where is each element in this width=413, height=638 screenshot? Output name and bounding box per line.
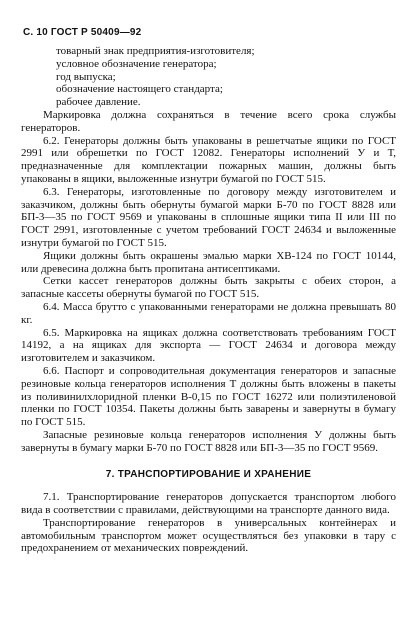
- marking-list-item: условное обозначение генератора;: [56, 57, 217, 70]
- boxes-paint-paragraph: Ящики должны быть окрашены эмалью марки ХВ-124 по ГОСТ 10144, или древесина должна быть пропитана антисептиками.: [21, 249, 396, 275]
- marking-duration-paragraph: Маркировка должна сохраняться в течение всего срока службы генераторов.: [21, 108, 396, 134]
- clause-7-1: 7.1. Транспортирование генераторов допускается транспортом любого вида в соответствии с правилами, действующими на транспорте данного вида.: [21, 491, 396, 517]
- document-body: [21, 45, 396, 555]
- clause-6-2: 6.2. Генераторы должны быть упакованы в решетчатые ящики по ГОСТ 2991 или обрешетки по ГОСТ 12082. Генераторы исполнений У и Т, предназначенные для комплектации пожарных машин, должны быть упакованы в ящики, выложенные изнутри бумагой по ГОСТ 515.: [21, 134, 396, 185]
- marking-list-item: товарный знак предприятия-изготовителя;: [56, 45, 255, 57]
- marking-list-item: год выпуска;: [56, 70, 116, 83]
- page-header: С. 10 ГОСТ Р 50409—92: [23, 27, 142, 38]
- marking-list-item: обозначение настоящего стандарта;: [56, 83, 223, 96]
- transport-containers-paragraph: Транспортирование генераторов в универсальных контейнерах и автомобильным транспортом может осуществляться без упаковки в тару с предохранением от механических повреждений.: [21, 516, 396, 555]
- clause-6-6: 6.6. Паспорт и сопроводительная документация генераторов и запасные резиновые кольца генераторов исполнения Т должны быть вложены в пакеты из поливинилхлоридной пленки В-0,15 по ГОСТ 16272 или полиэтиленовой пленки по ГОСТ 10354. Пакеты должны быть заварены и завернуты в бумагу по ГОСТ 515.: [21, 364, 396, 429]
- cassette-nets-paragraph: Сетки кассет генераторов должны быть закрыты с обеих сторон, а запасные кассеты обернуты бумагой по ГОСТ 515.: [21, 275, 396, 301]
- clause-6-4: 6.4. Масса брутто с упакованными генераторами не должна превышать 80 кг.: [21, 300, 396, 326]
- spare-rings-paragraph: Запасные резиновые кольца генераторов исполнения У должны быть завернуты в бумагу марки Б-70 по ГОСТ 8828 или БП-3—35 по ГОСТ 9569.: [21, 428, 396, 454]
- section-7-heading: 7. ТРАНСПОРТИРОВАНИЕ И ХРАНЕНИЕ: [105, 468, 312, 480]
- clause-6-5: 6.5. Маркировка на ящиках должна соответствовать требованиям ГОСТ 14192, а на ящиках для экспорта — ГОСТ 24634 и договора между изготовителем и заказчиком.: [21, 326, 396, 365]
- clause-6-3: 6.3. Генераторы, изготовленные по договору между изготовителем и заказчиком, должны быть обернуты бумагой марки Б-70 по ГОСТ 8828 или БП-3—35 по ГОСТ 9569 и упакованы в сплошные ящики типа II или III по ГОСТ 2991, изготовленные с учетом требований ГОСТ 24634 и выложенные изнутри бумагой по ГОСТ 515.: [21, 185, 396, 249]
- marking-list-item: рабочее давление.: [56, 96, 141, 109]
